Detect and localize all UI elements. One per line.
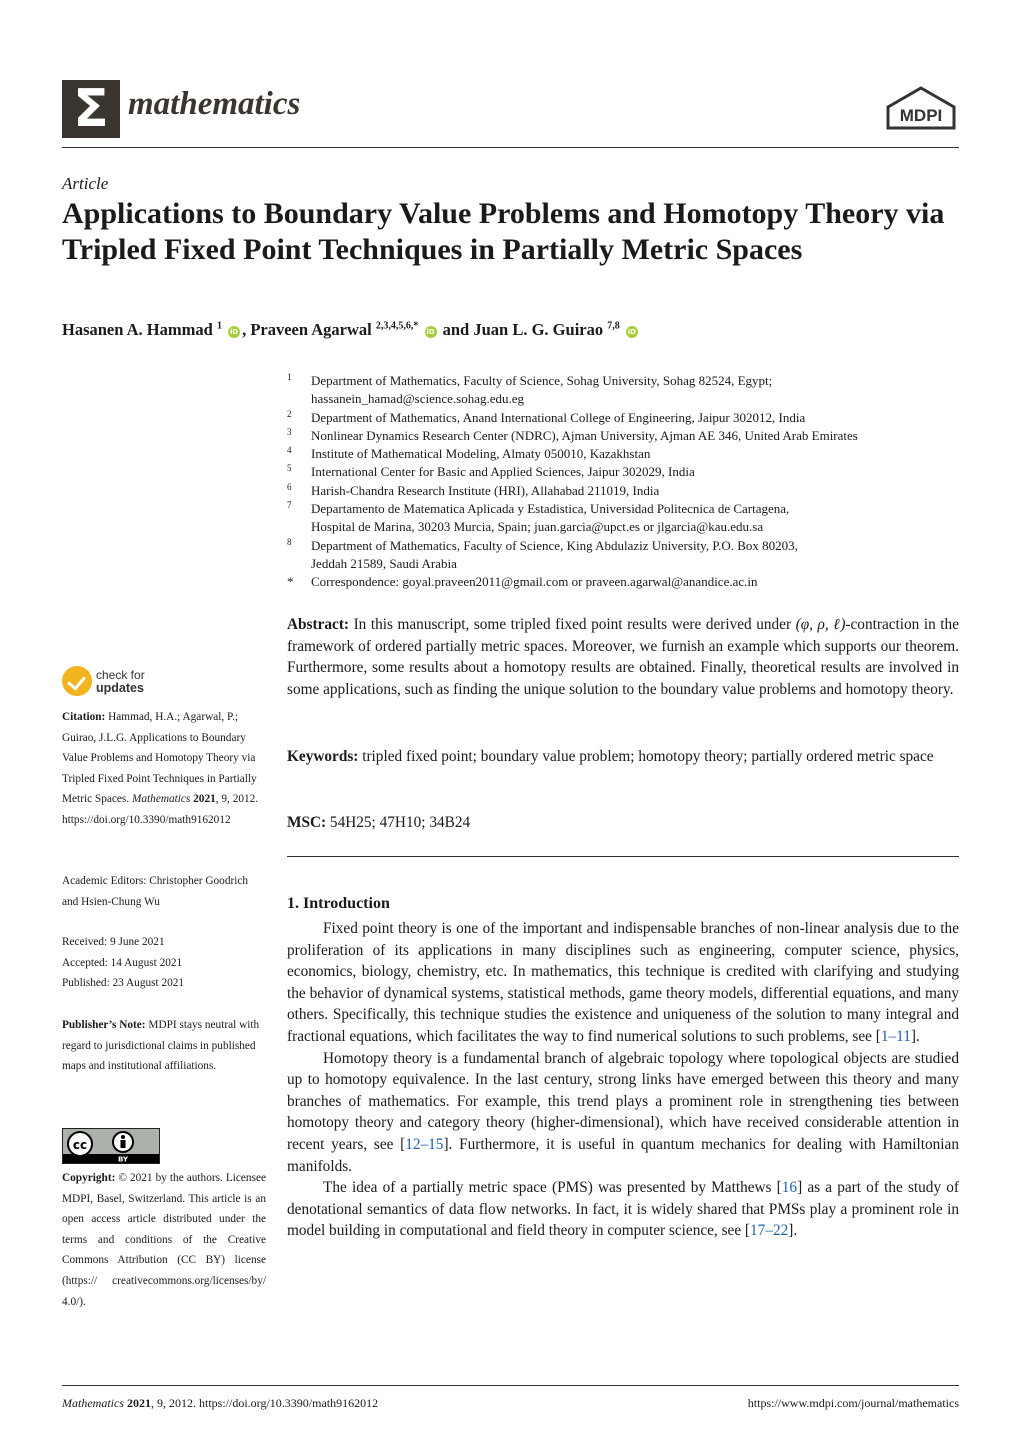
mdpi-logo <box>884 86 958 132</box>
affiliation-line: Department of Mathematics, Faculty of Science, King Abdulaziz University, P.O. Box 80203, <box>311 537 798 553</box>
affiliation-item <box>287 500 967 537</box>
mdpi-logo-text: MDPI <box>899 106 943 125</box>
affiliation-line: Department of Mathematics, Anand International College of Engineering, Jaipur 302012, India <box>311 409 806 425</box>
abstract-label: Abstract: <box>287 616 350 633</box>
svg-text:BY: BY <box>117 1155 129 1164</box>
copyright-block: Copyright: © 2021 by the authors. Licensee MDPI, Basel, Switzerland. This article is an open access article distributed under the terms and conditions of the Creative Commons Attribution (CC BY) license (https:// creativecommons.org/licenses/by/ 4.0/). <box>62 1172 266 1308</box>
citation-link[interactable]: 1–11 <box>880 1027 911 1045</box>
paragraph: Fixed point theory is one of the important and indispensable branches of non-linear analysis due to the proliferation of its applications in many disciplines such as engineering, computer science, physics, economics, biology, chemistry, etc. In mathematics, this technique is credited with clarifying and studying the behavior of dynamical systems, statistical methods, game theory models, differential equations, and many others. Specifically, this technique studies the existence and uniqueness of the solution to many integral and fractional equations, which facilitates the way to find numerical solutions to such problems, see [1–11]. <box>287 920 959 1045</box>
author-affiliation-sup: 1 <box>216 320 222 332</box>
affiliation-line: Hospital de Marina, 30203 Murcia, Spain; juan.garcia@upct.es or jlgarcia@kau.edu.sa <box>311 519 764 535</box>
paragraph: The idea of a partially metric space (PMS) was presented by Matthews [16] as a part of the study of denotational semantics of data flow networks. In fact, it is widely shared that PMSs play a prominent role in model building in computational and field theory in computer science, see [17–22]. <box>287 1179 960 1240</box>
author-affiliation-sup: 7,8 <box>607 320 620 332</box>
affiliation-line: Departamento de Matematica Aplicada y Estadistica, Universidad Politecnica de Cartagena, <box>311 501 790 517</box>
orcid-icon[interactable]: iD <box>426 328 435 336</box>
keywords: Keywords: tripled fixed point; boundary value problem; homotopy theory; partially ordered metric space <box>287 748 934 765</box>
affiliation-item <box>287 427 967 445</box>
author-name: Hasanen A. Hammad <box>62 320 213 339</box>
footer-citation: Mathematics 2021, 9, 2012. https://doi.org/10.3390/math9162012 <box>62 1396 379 1410</box>
affiliation-item <box>287 537 967 574</box>
header-rule <box>62 147 959 148</box>
msc-label: MSC: <box>287 814 327 831</box>
affiliation-line: Department of Mathematics, Faculty of Science, Sohag University, Sohag 82524, Egypt; <box>311 373 773 388</box>
footer-journal-url[interactable]: https://www.mdpi.com/journal/mathematics <box>747 1396 959 1410</box>
affiliation-item <box>287 409 967 427</box>
orcid-icon[interactable]: iD <box>627 328 636 336</box>
author-affiliation-sup: 2,3,4,5,6,* <box>375 320 419 332</box>
citation-link[interactable]: 16 <box>781 1179 798 1197</box>
affiliation-line: Jeddah 21589, Saudi Arabia <box>311 555 457 571</box>
affiliation-number: 7 <box>287 500 292 511</box>
received-date: Received: 9 June 2021 <box>62 936 165 948</box>
accepted-date: Accepted: 14 August 2021 <box>62 956 183 969</box>
article-title: Applications to Boundary Value Problems and Homotopy Theory via Tripled Fixed Point Techniques in Partially Metric Spaces <box>62 197 945 266</box>
introduction-body <box>287 918 959 1242</box>
article-type: Article <box>62 174 109 193</box>
check-for-updates-button[interactable]: check for updates <box>62 666 222 700</box>
journal-name: mathematics <box>128 86 301 122</box>
affiliation-line: Institute of Mathematical Modeling, Almaty 050010, Kazakhstan <box>311 446 651 462</box>
citation-link[interactable]: 17–22 <box>750 1222 789 1240</box>
affiliation-number: 2 <box>287 408 292 419</box>
affiliation-line: hassanein_hamad@science.sohag.edu.eg <box>311 391 525 407</box>
academic-editors: Academic Editors: Christopher Goodrich and Hsien-Chung Wu <box>62 875 249 908</box>
affiliation-line: International Center for Basic and Applied Sciences, Jaipur 302029, India <box>311 464 695 480</box>
msc: MSC: 54H25; 47H10; 34B24 <box>287 814 471 831</box>
affiliation-item <box>287 372 967 409</box>
author-name: Praveen Agarwal <box>250 320 372 339</box>
cc-by-license-icon[interactable] <box>62 1128 160 1164</box>
affiliation-line: Correspondence: goyal.praveen2011@gmail.com or praveen.agarwal@anandice.ac.in <box>311 574 758 590</box>
affiliation-number: 8 <box>287 536 292 547</box>
orcid-icon[interactable]: iD <box>229 328 239 336</box>
affiliation-number: 1 <box>287 372 292 382</box>
publisher-note: Publisher’s Note: MDPI stays neutral with regard to jurisdictional claims in published maps and institutional affiliations. <box>62 1019 260 1073</box>
affiliation-item <box>287 463 967 481</box>
author-name: Juan L. G. Guirao <box>473 320 604 339</box>
footer-rule <box>62 1385 959 1386</box>
affiliation-number: * <box>287 574 294 590</box>
svg-text:cc: cc <box>72 1138 88 1152</box>
affiliation-item <box>287 482 967 500</box>
paragraph: Homotopy theory is a fundamental branch of algebraic topology where topological objects are studied up to homotopy equivalence. In the last century, strong links have emerged between this theory and many branches of mathematics. For example, this trend plays a prominent role in strengthening ties between homotopy theory and category theory (higher-dimensional), which have received considerable attention in recent years, see [12–15]. Furthermore, it is useful in quantum mechanics for dealing with Hamiltonian manifolds. <box>287 1049 959 1175</box>
affiliation-line: Harish-Chandra Research Institute (HRI), Allahabad 211019, India <box>311 482 660 498</box>
abstract-math: (φ, ρ, ℓ) <box>795 616 846 633</box>
affiliation-number: 6 <box>287 481 292 492</box>
affiliations <box>287 372 967 592</box>
dates-block <box>62 932 266 994</box>
abstract: Abstract: In this manuscript, some tripled fixed point results were derived under (φ, ρ, ℓ)-contraction in the framework of ordered partially metric spaces. Moreover, we furnish an example which supports our theorem. Furthermore, some results about a homotopy results are obtained. Finally, theoretical results are involved in some applications, such as finding the unique solution to the boundary value problems and homotopy theory. <box>287 616 959 698</box>
citation-block: Citation: Hammad, H.A.; Agarwal, P.; Guirao, J.L.G. Applications to Boundary Value Problems and Homotopy Theory via Tripled Fixed Point Techniques in Partially Metric Spaces. Mathematics 2021, 9, 2012. https://doi.org/10.3390/math9162012 <box>62 711 259 826</box>
published-date: Published: 23 August 2021 <box>62 977 185 990</box>
section-heading-introduction: 1. Introduction <box>287 895 390 912</box>
checkmark-icon <box>62 666 92 696</box>
affiliation-number: 5 <box>287 463 292 474</box>
citation-link[interactable]: 12–15 <box>405 1135 444 1153</box>
keywords-label: Keywords: <box>287 748 359 765</box>
affiliation-number: 4 <box>287 445 292 456</box>
author-list: Hasanen A. Hammad $^1$ iD , Praveen Agarwal $^{2,3,4,5,6,*}$ iD and Juan L. G. Guirao $^{7,8}$ iD <box>62 320 636 339</box>
abstract-rule <box>287 856 959 857</box>
affiliation-item <box>287 573 967 591</box>
affiliation-item <box>287 445 967 463</box>
affiliation-number: 3 <box>287 426 292 437</box>
affiliation-line: Nonlinear Dynamics Research Center (NDRC), Ajman University, Ajman AE 346, United Arab Emirates <box>311 427 858 443</box>
journal-logo: Σ <box>62 80 120 138</box>
